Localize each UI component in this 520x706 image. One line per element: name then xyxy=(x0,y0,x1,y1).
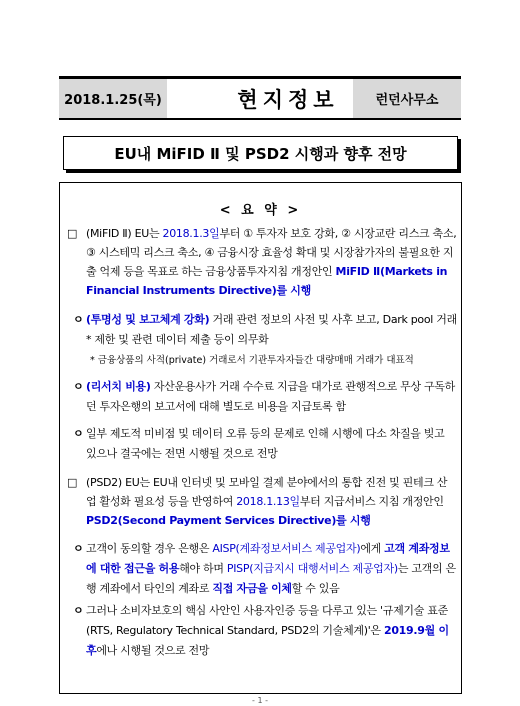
section-psd2 xyxy=(67,473,457,530)
psd2-bullet-access xyxy=(73,539,457,599)
bullet-marker: ㅇ xyxy=(73,604,84,617)
footnote-dark-pool: * 금융상품의 사적(private) 거래로서 기관투자자들간 대량매매 거래가 대표적 xyxy=(90,355,414,366)
psd2-bullet-rts xyxy=(73,601,457,661)
psd2-directive: PSD2(Second Payment Services Directive)를 시행 xyxy=(86,514,371,527)
bullet-text: 할 수 있음 xyxy=(291,582,340,595)
bullet-text: 그러나 소비자보호의 핵심 사안인 사용자인증 등을 다루고 있는 '규제기술 표준(RTS, Regulatory Technical Standard, PSD2의 기술체계)'은 xyxy=(86,604,448,637)
aisp-term: AISP(계좌정보서비스 제공업자) xyxy=(212,542,361,555)
bullet-text: 일부 제도적 미비점 및 데이터 오류 등의 문제로 인해 시행에 다소 차질을 빚고 있으나 결국에는 전면 시행될 것으로 전망 xyxy=(86,427,445,460)
bullet-label: (투명성 및 보고체계 강화) xyxy=(86,313,210,326)
bullet-marker: ㅇ xyxy=(73,380,84,393)
bullet-text: 는 고객의 은행 계좌에서 타인의 계좌로 xyxy=(86,562,456,595)
mifid-directive: MiFID Ⅱ(Markets in Financial Instruments Directive)를 시행 xyxy=(86,265,448,297)
access-highlight: 고객 계좌정보에 대한 접근을 허용 xyxy=(86,542,450,575)
bullet-text: 자산운용사가 거래 수수료 지급을 대가로 관행적으로 무상 구독하던 투자은행의 보고서에 대해 별도로 비용을 지급토록 함 xyxy=(86,380,455,413)
section-mifid-lead: (MiFID Ⅱ) EU는 xyxy=(86,227,163,240)
mifid-date: 2018.1.3일 xyxy=(162,227,220,240)
page-number: - 1 - xyxy=(252,696,268,705)
bullet-text: 고객이 동의할 경우 은행은 xyxy=(86,542,213,555)
pisp-term: PISP(지급지시 대행서비스 제공업자) xyxy=(226,562,398,575)
bullet-text: 에게 xyxy=(360,542,385,555)
section-mifid xyxy=(67,224,457,300)
rts-date: 2019.9월 이후 xyxy=(86,624,449,657)
section-mifid-body: 부터 ① 투자자 보호 강화, ② 시장교란 리스크 축소, ③ 시스테믹 리스크 축소, ④ 금융시장 효율성 확대 및 시장참가자의 불필요한 지출 억제 등을 목표로 하는 금융상품투자지침 개정안인 xyxy=(86,227,457,278)
bullet-label: (리서치 비용) xyxy=(86,380,151,393)
bullet-marker: ㅇ xyxy=(73,542,84,555)
header-date: 2018.1.25(목) xyxy=(59,79,167,118)
checkbox-square-icon: □ xyxy=(67,476,78,489)
bullet-marker: ㅇ xyxy=(73,313,84,326)
header-title: 현지정보 xyxy=(237,87,339,112)
mifid-bullet-outlook xyxy=(73,424,457,464)
checkbox-square-icon: □ xyxy=(67,227,78,240)
psd2-date: 2018.1.13일 xyxy=(236,495,300,508)
transfer-highlight: 직접 자금을 이체 xyxy=(212,582,292,595)
bullet-text: 거래 관련 정보의 사전 및 사후 보고, Dark pool 거래* 제한 및 관련 데이터 제출 등이 의무화 xyxy=(86,313,457,346)
section-psd2-lead: (PSD2) EU는 EU내 인터넷 및 모바일 결제 분야에서의 통합 진전 및 핀테크 산업 활성화 필요성 등을 반영하여 xyxy=(86,476,448,508)
document-header xyxy=(59,79,461,120)
section-psd2-text xyxy=(86,473,457,530)
mifid-bullet-transparency xyxy=(73,310,457,350)
summary-heading: < 요 약 > xyxy=(219,203,302,218)
bullet-text: 에나 시행될 것으로 전망 xyxy=(96,644,210,657)
section-mifid-text xyxy=(86,224,457,300)
summary-box xyxy=(59,182,462,694)
header-office: 런던사무소 xyxy=(353,79,461,118)
section-psd2-body: 부터 지급서비스 지침 개정안인 xyxy=(299,495,444,508)
bullet-text: 해야 하며 xyxy=(179,562,227,575)
mifid-bullet-research xyxy=(73,377,457,417)
bullet-marker: ㅇ xyxy=(73,427,84,440)
subject-title: EU내 MiFID Ⅱ 및 PSD2 시행과 향후 전망 xyxy=(63,136,458,170)
